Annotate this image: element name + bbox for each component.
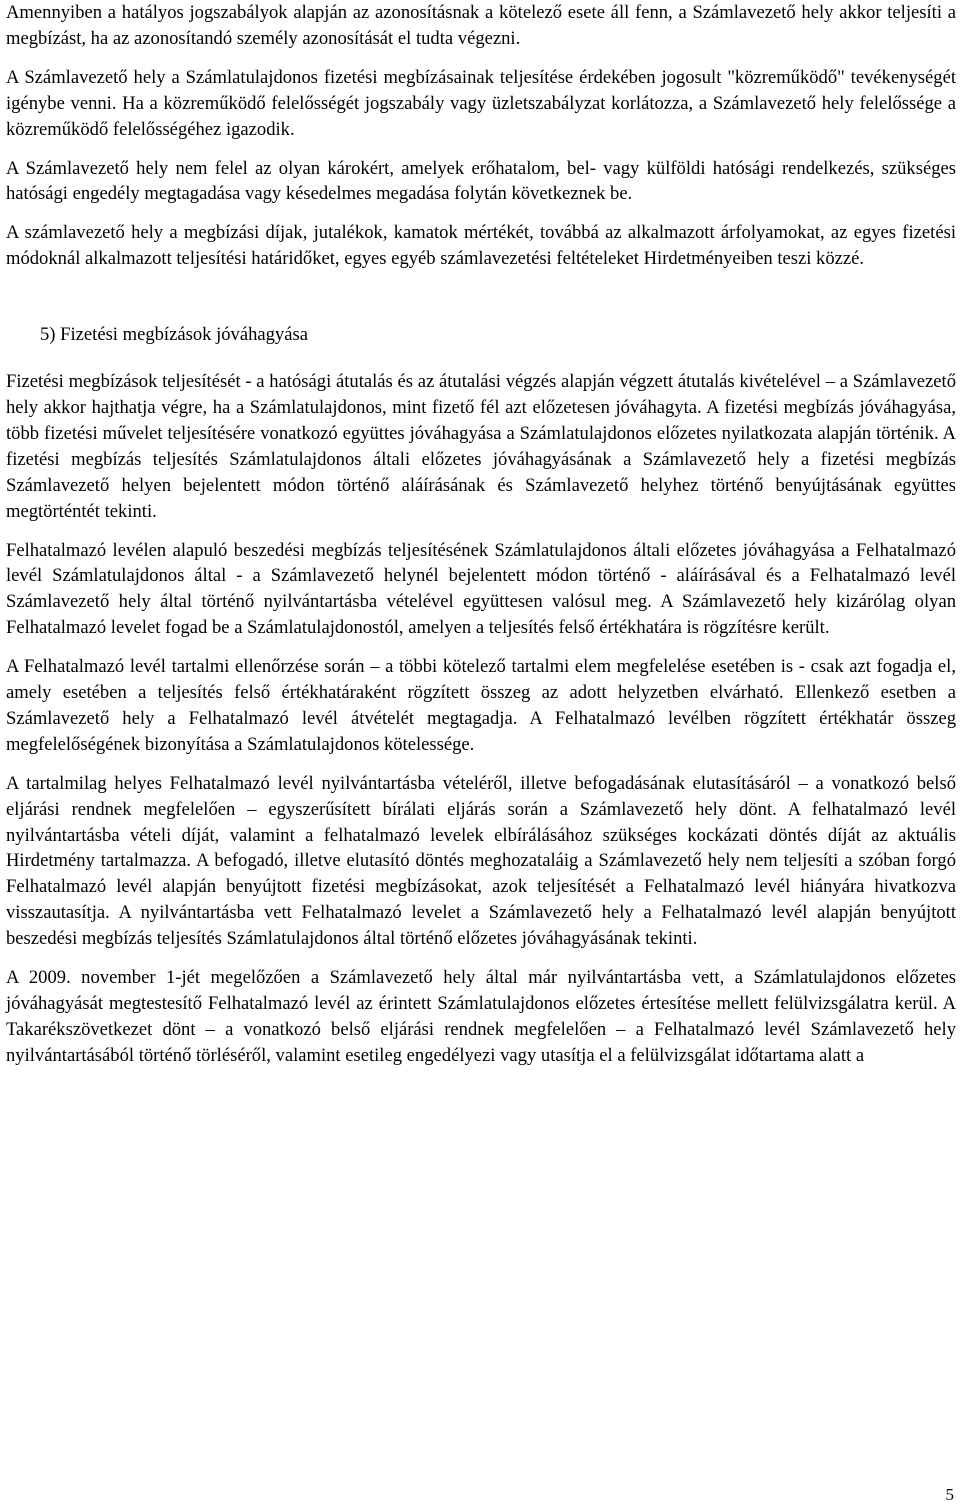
paragraph-registration-decision: A tartalmilag helyes Felhatalmazó levél nyilvántartásba vételéről, illetve befogadásának elutasításáról – a vonatkozó belső eljárási rendnek megfelelően – egyszerűsített bírálati eljárás során a Számlavezető hely dönt. A felhatalmazó levél nyilvántartásba vételi díját, valamint a felhatalmazó levelek elbírálásához szükséges kockázati döntés díját az aktuális Hirdetmény tartalmazza. A befogadó, illetve elutasító döntés meghozataláig a Számlavezető hely nem teljesíti a szóban forgó Felhatalmazó levél alapján benyújtott fizetési megbízásokat, azok teljesítését a Felhatalmazó levél hiányára hivatkozva visszautasítja. A nyilvántartásba vett Felhatalmazó levelet a Számlavezető hely a Felhatalmazó levél alapján benyújtott beszedési megbízás teljesítés Számlatulajdonos által történő előzetes jóváhagyásának tekinti. — [6, 772, 956, 950]
document-page — [6, 0, 956, 1069]
paragraph-content-check: A Felhatalmazó levél tartalmi ellenőrzése során – a többi kötelező tartalmi elem megfelelése esetében is - csak azt fogadja el, amely esetében a teljesítés felső értékhatáraként rögzített összeg az adott helyzetben elvárható. Ellenkező esetben a Számlavezető hely a Felhatalmazó levél átvételét megtagadja. A Felhatalmazó levélben rögzített értékhatár összeg megfelelőségének bizonyítása a Számlatulajdonos kötelessége. — [6, 656, 956, 755]
paragraph-2009-review: A 2009. november 1-jét megelőzően a Számlavezető hely által már nyilvántartásba vett, a Számlatulajdonos előzetes jóváhagyását megtestesítő Felhatalmazó levél az érintett Számlatulajdonos előzetes értesítése mellett felülvizsgálatra kerül. A Takarékszövetkezet dönt – a vonatkozó belső eljárási rendnek megfelelően – a Felhatalmazó levél Számlavezető hely nyilvántartásából történő törléséről, valamint esetileg engedélyezi vagy utasítja el a felülvizsgálat időtartama alatt a — [6, 967, 956, 1066]
page-number: 5 — [945, 1485, 954, 1504]
paragraph-identification: Amennyiben a hatályos jogszabályok alapján az azonosításnak a kötelező esete áll fenn, a Számlavezető hely akkor teljesíti a megbízást, ha az azonosítandó személy azonosítását el tudta végezni. — [6, 2, 956, 49]
paragraph-payment-approval: Fizetési megbízások teljesítését - a hatósági átutalás és az átutalási végzés alapján végzett átutalás kivételével – a Számlavezető hely akkor hajthatja végre, ha a Számlatulajdonos, mint fizető fél azt előzetesen jóváhagyta. A fizetési megbízás jóváhagyása, több fizetési művelet teljesítésére vonatkozó együttes jóváhagyása a Számlatulajdonos előzetes nyilatkozata alapján történik. A fizetési megbízás teljesítés Számlatulajdonos általi előzetes jóváhagyásának a Számlavezető hely a fizetési megbízás Számlavezető helyen bejelentett módon történő aláírásának és Számlavezető helyhez történő benyújtásának együttes megtörténtét tekinti. — [6, 371, 956, 522]
paragraph-force-majeure: A Számlavezető hely nem felel az olyan károkért, amelyek erőhatalom, bel- vagy külföldi hatósági rendelkezés, szükséges hatósági engedély megtagadása vagy késedelmes megadása folytán következnek be. — [6, 157, 956, 205]
paragraph-fees-announcement: A számlavezető hely a megbízási díjak, jutalékok, kamatok mértékét, továbbá az alkalmazott árfolyamokat, az egyes fizetési módoknál alkalmazott teljesítési határidőket, egyes egyéb számlavezetési feltételeket Hirdetményeiben teszi közzé. — [6, 222, 956, 270]
section-heading: 5) Fizetési megbízások jóváhagyása — [40, 324, 308, 346]
paragraph-authorization-letter: Felhatalmazó levélen alapuló beszedési megbízás teljesítésének Számlatulajdonos általi előzetes jóváhagyása a Felhatalmazó levél Számlatulajdonos által - a Számlavezető helynél bejelentett módon történő - aláírásával és a Felhatalmazó levél Számlavezető hely által történő nyilvántartásba vételével együttesen valósul meg. A Számlavezető hely kizárólag olyan Felhatalmazó levelet fogad be a Számlatulajdonostól, amelyen a teljesítés felső értékhatára is rögzítésre került. — [6, 539, 956, 639]
paragraph-intermediary: A Számlavezető hely a Számlatulajdonos fizetési megbízásainak teljesítése érdekében jogosult "közreműködő" tevékenységét igénybe venni. Ha a közreműködő felelősségét jogszabály vagy üzletszabályzat korlátozza, a Számlavezető hely felelőssége a közreműködő felelősségéhez igazodik. — [6, 66, 956, 140]
